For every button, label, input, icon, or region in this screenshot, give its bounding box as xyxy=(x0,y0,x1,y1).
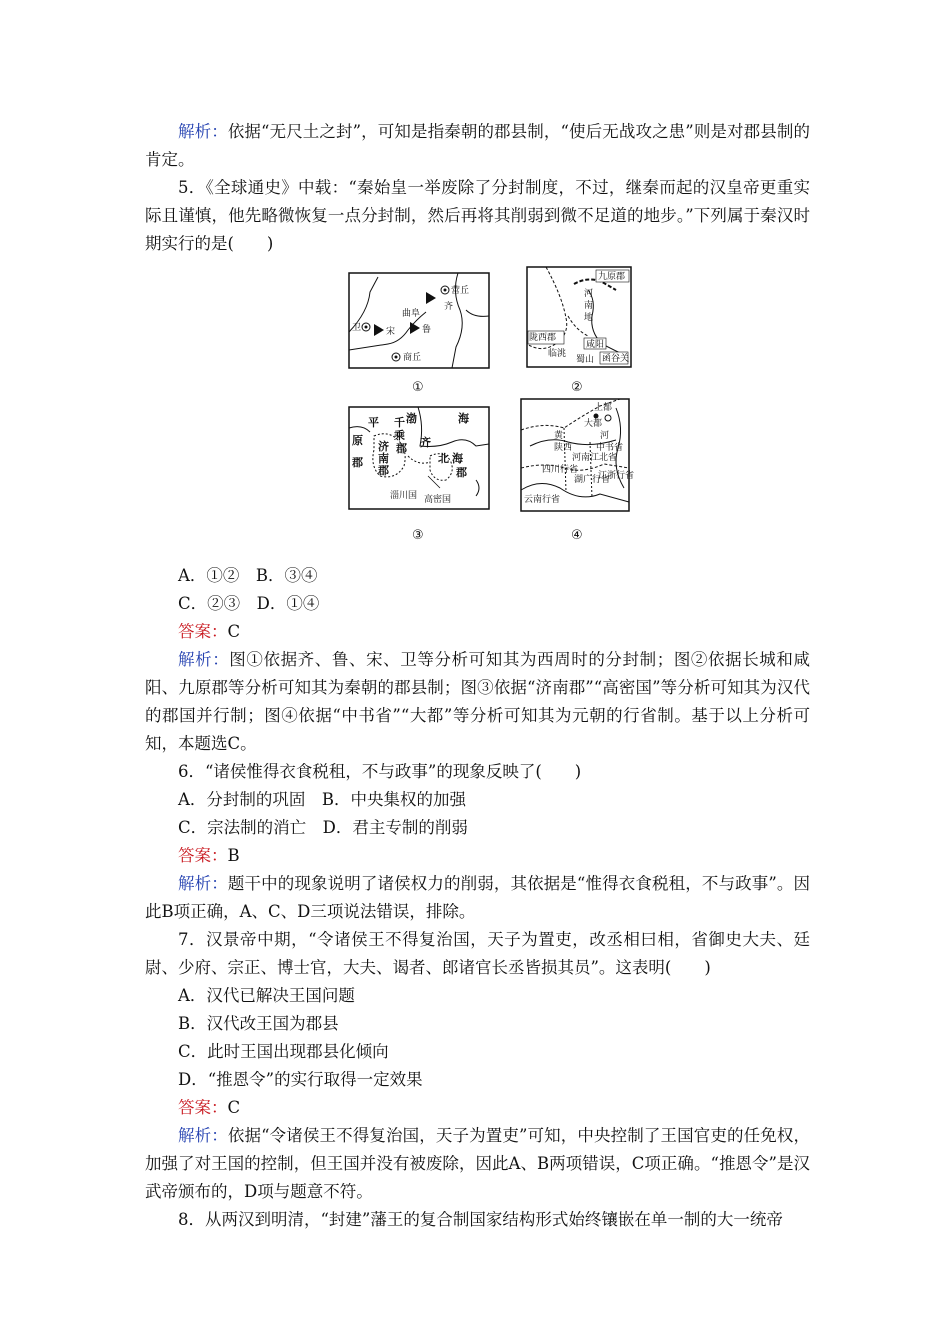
map-4-label-jiangzhe: 江浙行省 xyxy=(598,471,635,481)
map-2-label-shu: 蜀山 xyxy=(576,355,595,365)
map-3-label-gaomi: 高密国 xyxy=(424,495,452,505)
map-2-caption: ② xyxy=(571,380,583,395)
map-3-figure xyxy=(348,406,490,510)
map-2-label-di: 地 xyxy=(584,313,594,323)
map-3-label-yuan: 原 xyxy=(352,434,363,447)
map-3-label-cheng: 乘 xyxy=(394,429,405,442)
analysis-label: 解析： xyxy=(178,650,230,669)
q6-options-line2: C．宗法制的消亡 D．君主专制的削弱 xyxy=(178,818,468,837)
map-4-label-zhongshu: 中书省 xyxy=(596,443,624,453)
q6-answer xyxy=(145,842,810,870)
q7-analysis xyxy=(145,1122,810,1206)
q7-option-a: A．汉代已解决王国问题 xyxy=(178,986,355,1005)
map-4-label-sichuan: 四川行省 xyxy=(542,465,579,475)
q7-option-c: C．此时王国出现郡县化倾向 xyxy=(178,1042,389,1061)
map-3 xyxy=(348,406,490,510)
map-4-label-dadu: 大都 xyxy=(584,419,603,429)
q6-analysis xyxy=(145,870,810,926)
answer-label: 答案： xyxy=(178,1098,228,1117)
analysis-text: 题干中的现象说明了诸侯权力的削弱，其依据是“惟得衣食税租，不与政事”。因此B项正确，A、C、D三项说法错误，排除。 xyxy=(145,874,811,921)
map-4-figure xyxy=(520,398,635,512)
analysis-text: 图①依据齐、鲁、宋、卫等分析可知其为西周时的分封制；图②依据长城和咸阳、九原郡等分析可知其为秦朝的郡县制；图③依据“济南郡”“高密国”等分析可知其为汉代的郡国并行制；图④依据“中书省”“大都”等分析可知其为元朝的行省制。基于以上分析可知，本题选C。 xyxy=(145,650,811,753)
map-4-label-he: 河 xyxy=(600,431,610,441)
q7-option-b: B．汉代改王国为郡县 xyxy=(178,1014,339,1033)
map-3-label-jinan3: 郡 xyxy=(378,464,389,477)
q4-analysis xyxy=(145,118,810,174)
map-3-label-qian: 千 xyxy=(394,416,405,429)
q5-stem: 5．《全球通史》中载：“秦始皇一举废除了分封制度，不过，继秦而起的汉皇帝更重实际且谨慎，他先略微恢复一点分封制，然后再将其削弱到微不足道的地步。”下列属于秦汉时期实行的是( ) xyxy=(145,178,810,253)
map-3-label-hai2: 海 xyxy=(452,452,463,465)
answer-value: C xyxy=(227,622,241,641)
analysis-text: 依据“令诸侯王不得复治国，天子为置吏”可知，中央控制了王国官吏的任免权，加强了对王国的控制，但王国并没有被废除，因此A、B两项错误，C项正确。“推恩令”是汉武帝颁布的，D项与题意不符。 xyxy=(145,1126,811,1201)
map-1-label-yingqiu: 营丘 xyxy=(451,286,470,296)
map-2-figure xyxy=(526,266,632,368)
q5-options-line2: C．②③ D．①④ xyxy=(178,594,320,613)
map-3-label-jun2: 郡 xyxy=(352,456,363,469)
map-3-label-jinan2: 南 xyxy=(378,452,389,465)
map-1-label-lu: 鲁 xyxy=(422,325,432,335)
q8-stem: 8．从两汉到明清，“封建”藩王的复合制国家结构形式始终镶嵌在单一制的大一统帝 xyxy=(178,1210,783,1229)
map-3-label-ping: 平 xyxy=(368,416,379,429)
answer-label: 答案： xyxy=(178,846,228,865)
map-4-label-henanjiangbei: 河南江北省 xyxy=(572,453,618,463)
map-4-label-shangdu: 上都 xyxy=(594,403,613,413)
map-4-label-huguang: 湖广行省 xyxy=(574,475,611,485)
q5-options-line1: A．①② B．③④ xyxy=(178,566,318,585)
map-2-label-longxi: 陇西郡 xyxy=(529,333,557,343)
map-1-label-qi: 齐 xyxy=(444,302,454,312)
q7-stem: 7．汉景帝中期，“令诸侯王不得复治国，天子为置吏，改丞相曰相，省御史大夫、廷尉、少府、宗正、博士官，大夫、谒者、郎诸官长丞皆损其员”。这表明( ) xyxy=(145,930,810,977)
answer-label: 答案： xyxy=(178,622,228,641)
q6-options-line1: A．分封制的巩固 B．中央集权的加强 xyxy=(178,790,467,809)
map-2-label-hangu: 函谷关 xyxy=(602,354,630,364)
map-4-label-huang: 黄 xyxy=(554,431,564,441)
map-3-label-jun3: 郡 xyxy=(456,466,467,479)
map-3-label-hai: 海 xyxy=(458,412,469,425)
map-1-label-song: 宋 xyxy=(386,327,396,337)
answer-value: B xyxy=(227,846,240,865)
map-1-caption: ① xyxy=(412,380,424,395)
q6-stem: 6．“诸侯惟得衣食税租，不与政事”的现象反映了( ) xyxy=(178,762,582,781)
map-2-label-he: 河 xyxy=(584,289,594,299)
analysis-label: 解析： xyxy=(178,122,228,141)
map-2-label-nan: 南 xyxy=(584,301,594,311)
map-3-label-qi: 齐 xyxy=(420,436,431,449)
map-4-label-shaanxi: 陕西 xyxy=(554,443,573,453)
analysis-text: 依据“无尺土之封”，可知是指秦朝的郡县制，“使后无战攻之患”则是对郡县制的肯定。 xyxy=(145,122,810,169)
map-2-label-jiuyuan: 九原郡 xyxy=(598,272,626,282)
map-2-label-xianyang: 咸阳 xyxy=(586,340,605,350)
answer-value: C xyxy=(227,1098,241,1117)
q5-analysis xyxy=(145,646,810,758)
map-1-figure xyxy=(348,272,490,369)
map-1-label-wei: 卫 xyxy=(352,323,362,333)
map-1 xyxy=(348,272,490,369)
q7-option-d: D．“推恩令”的实行取得一定效果 xyxy=(178,1070,423,1089)
map-4 xyxy=(520,398,635,512)
q5-maps xyxy=(145,264,810,560)
map-2-label-lintao: 临洮 xyxy=(548,349,567,359)
map-3-label-jun1: 郡 xyxy=(396,442,407,455)
analysis-label: 解析： xyxy=(178,874,228,893)
map-3-label-bo: 渤 xyxy=(406,412,417,425)
map-1-label-qufu: 曲阜 xyxy=(402,309,421,319)
map-2 xyxy=(526,266,632,368)
map-1-label-shangqiu: 商丘 xyxy=(403,353,422,363)
q7-answer xyxy=(145,1094,810,1122)
map-3-caption: ③ xyxy=(412,528,424,543)
map-4-caption: ④ xyxy=(571,528,583,543)
document-page xyxy=(145,118,810,1234)
map-3-label-zichuan: 淄川国 xyxy=(390,491,418,501)
map-4-label-yunnan: 云南行省 xyxy=(524,495,561,505)
map-3-label-jinan: 济 xyxy=(378,440,389,453)
map-3-label-bei: 北 xyxy=(438,452,449,465)
q5-answer xyxy=(145,618,810,646)
analysis-label: 解析： xyxy=(178,1126,228,1145)
